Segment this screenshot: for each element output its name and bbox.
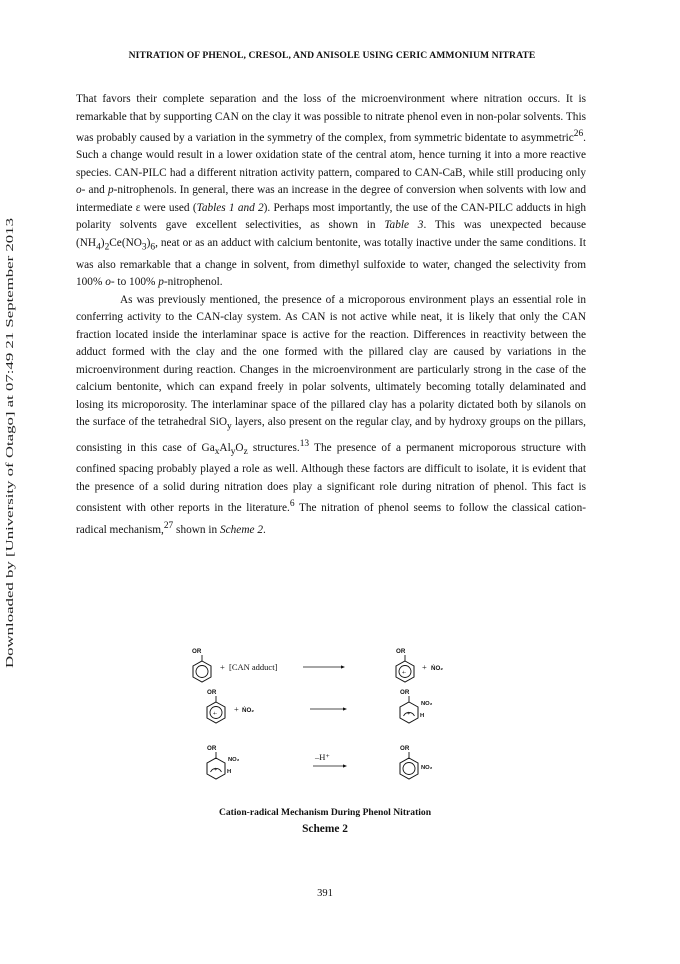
download-watermark-text: Downloaded by [University of Otago] at 07:49 21 September 2013 [4,378,16,668]
scheme-caption: Cation-radical Mechanism During Phenol Nitration [218,807,432,818]
citation-27: 27 [163,520,174,531]
page-number: 391 [317,888,333,899]
plus-sign-3: + [234,704,239,714]
citation-6: 6 [289,499,295,510]
or-label-6: OR [400,745,410,752]
table-ref-3: Table 3 [384,219,424,232]
running-title: NITRATION OF PHENOL, CRESOL, AND ANISOLE USING CERIC AMMONIUM NITRATE [128,50,536,61]
plus-sign-2: + [422,662,427,672]
scheme-label: Scheme 2 [302,823,348,835]
citation-13: 13 [299,438,310,449]
no2-radical-label-2: ṄO₂ [242,707,255,714]
radical-cation-mark-1: +· [402,670,407,676]
paragraph-1: That favors their complete separation and the loss of the microenvironment where nitration occurs. It is remarkable that by supporting CAN on the clay it was possible to nitrate phenol even in non-polar solvents. This was probably caused by a variation in the symmetry of the complex, from symmetric bidentate to asymmetric$^{26}$. Such a change would result in a lower oxidation state of the central atom, hence turning it into a more reactive species. CAN-PILC had a different nitration activity pattern, compared to CAN-CaB, while still producing only o- and p-nitrophenols. In general, there was an increase in the degree of conversion when solvents with low and intermediate ε were used (Tables 1 and 2). Perhaps most importantly, the use of the CAN-PILC adducts in high polarity solvents gave excellent selectivities, as shown in Table 3. This was unexpected because $(NH_4)_2Ce(NO_3)_6$, neat or as an adduct with calcium bentonite, was totally inactive under the same conditions. It was also remarkable that a change in solvent, from dimethyl sulfoxide to water, changed the selectivity from 100% o- to 100% p-nitrophenol. [76,93,586,289]
scheme-ref-2: Scheme 2 [220,523,263,536]
no2-label-3: NO₂ [421,765,433,771]
or-label-1: OR [192,648,202,655]
radical-cation-mark-2: +· [213,711,218,717]
h-label-1: H [420,713,425,719]
body-text [76,91,586,539]
paragraph-2: As was previously mentioned, the presence of a microporous environment plays an essential role in conferring activity to the CAN-clay system. As CAN is not active while neat, it is likely that only the CAN fraction located inside the interlaminar space is active for the reaction. Differences in reactivity between the adduct formed with the clay and the one formed with the pillared clay are caused by variations in the microenvironment during reaction. Changes in the microenvironment are particularly strong in the case of the calcium bentonite, which can expand freely in polar solvents, ultimately becoming totally delaminated and losing its microporosity. The interlaminar space of the pillared clay has a polarity dictated both by silanols on the surface of the tetrahedral SiO$_y$ layers, also present on the regular clay, and by hydroxy groups on the pillars, consisting in this case of $Ga_xAl_yO_z$ structures.$^{13}$ The presence of a permanent microporous structure with confined spacing probably played a role as well. Although these factors are difficult to isolate, it is evident that the presence of a solid during nitration does play a significant role during nitration of phenol. This fact is consistent with other reports in the literature.$^6$ The nitration of phenol seems to follow the classical cation-radical mechanism,$^{27}$ shown in Scheme 2. [76,293,586,536]
no2-label-1: NO₂ [421,701,433,707]
download-watermark [2,218,16,668]
or-label-2: OR [396,648,406,655]
deprotonation-label: –H⁺ [315,752,330,762]
table-ref-1-2: Tables 1 and 2 [196,201,264,214]
plus-sign-1: + [220,662,225,672]
cation-mark-1: + [407,711,411,717]
cation-mark-2: + [214,767,218,773]
h-label-2: H [227,769,232,775]
no2-radical-label-1: ṄO₂ [431,665,444,672]
or-label-3: OR [207,689,217,696]
reaction-scheme [190,648,450,793]
no2-label-2: NO₂ [228,757,240,763]
citation-26: 26 [573,129,584,139]
or-label-5: OR [207,745,217,752]
or-label-4: OR [400,689,410,696]
reagent-label: [CAN adduct] [229,662,278,672]
